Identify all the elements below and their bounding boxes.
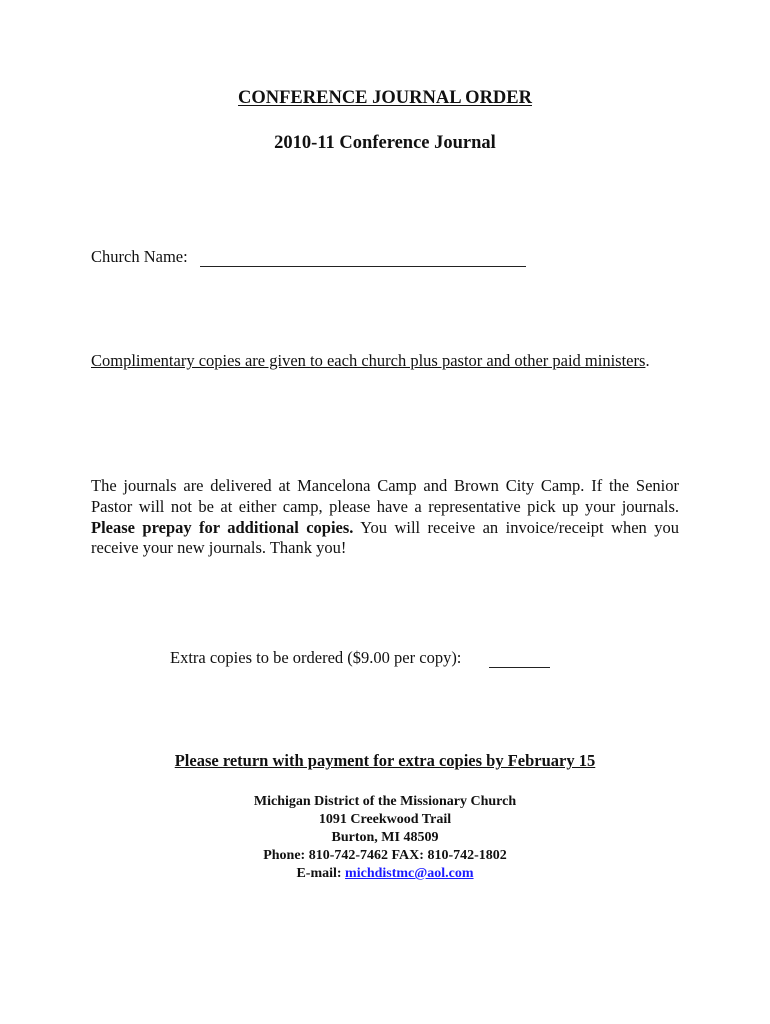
complimentary-period: . [645, 351, 650, 370]
document-subtitle: 2010-11 Conference Journal [274, 133, 496, 153]
email-row [0, 865, 770, 883]
prepay-notice: Please prepay for additional copies. [91, 517, 354, 537]
delivery-paragraph [91, 476, 679, 559]
church-name-row [91, 247, 526, 267]
email-label: E-mail: [296, 866, 346, 881]
complimentary-note [91, 351, 679, 372]
city-state-zip: Burton, MI 48509 [331, 830, 439, 845]
church-name-label: Church Name: [91, 247, 188, 266]
street-address: 1091 Creekwood Trail [318, 812, 452, 827]
phone-fax: Phone: 810-742-7462 FAX: 810-742-1802 [263, 848, 507, 863]
return-deadline: Please return with payment for extra copies by February 15 [174, 751, 596, 770]
org-name: Michigan District of the Missionary Church [253, 794, 517, 809]
delivery-text-1: The journals are delivered at Mancelona Camp and Brown City Camp. If the Senior Pastor will not be at either camp, please have a representative pick up your journals. [91, 476, 679, 516]
email-link[interactable]: michdistmc@aol.com [345, 866, 474, 881]
address-block [0, 793, 770, 883]
delivery-text-2: You will receive an invoice/receipt when you receive your new journals. Thank you! [91, 517, 679, 558]
complimentary-text: Complimentary copies are given to each church plus pastor and other paid ministers [91, 351, 646, 370]
church-name-field[interactable] [200, 252, 526, 267]
document-title: CONFERENCE JOURNAL ORDER [238, 88, 532, 108]
extra-copies-label: Extra copies to be ordered ($9.00 per copy): [170, 648, 462, 667]
extra-copies-row [170, 648, 550, 668]
extra-copies-field[interactable] [489, 653, 550, 668]
